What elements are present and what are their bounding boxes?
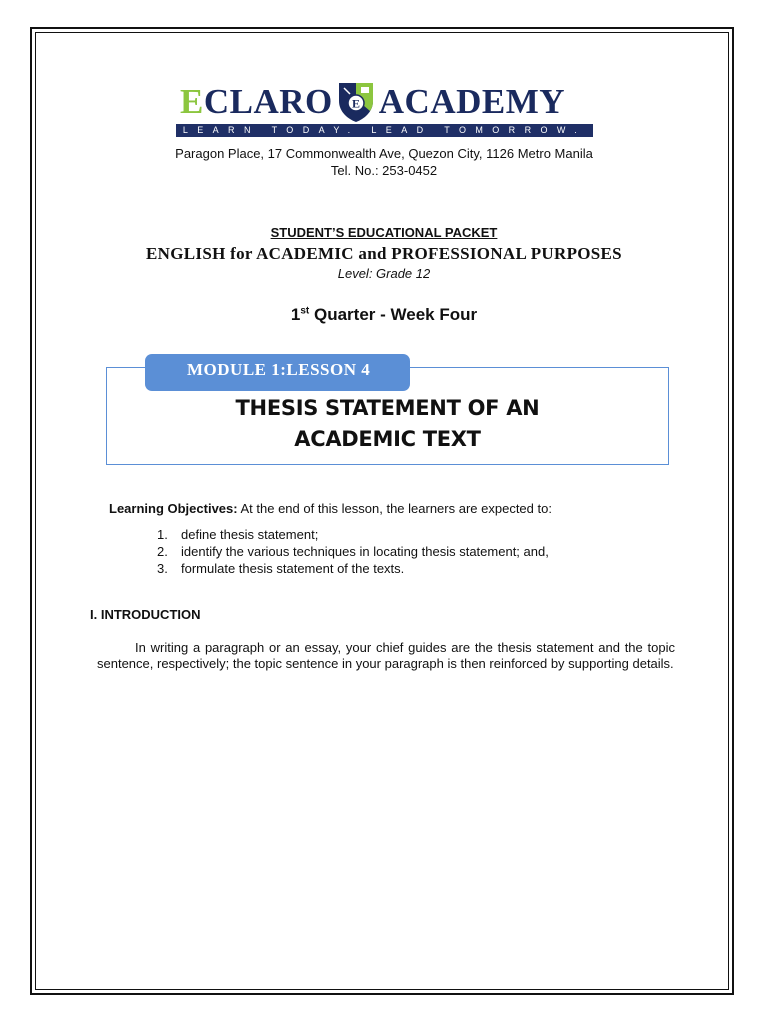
lesson-title-line-2: ACADEMIC TEXT (294, 427, 481, 451)
module-tab: MODULE 1:LESSON 4 (145, 354, 410, 391)
course-title: ENGLISH for ACADEMIC and PROFESSIONAL PURPOSES (146, 244, 622, 263)
packet-title: STUDENT’S EDUCATIONAL PACKET (270, 225, 498, 240)
grade-level: Level: Grade 12 (337, 266, 431, 281)
tagline-bar: LEARN TODAY. LEAD TOMORROW. (176, 124, 593, 137)
school-address: Paragon Place, 17 Commonwealth Ave, Quezon City, 1126 Metro Manila (175, 146, 593, 161)
quarter-week: 1st Quarter - Week Four (290, 305, 478, 324)
learning-objectives-intro: Learning Objectives: At the end of this lesson, the learners are expected to: (109, 501, 552, 516)
list-item: 2. identify the various techniques in locating thesis statement; and, (157, 544, 549, 559)
logo-text-right: ACADEMY (378, 81, 566, 121)
introduction-heading: I. INTRODUCTION (90, 607, 201, 622)
logo-text-left: ECLARO (180, 81, 333, 121)
objectives-list (157, 526, 549, 577)
list-item: 1. define thesis statement; (157, 527, 319, 542)
school-logo (180, 80, 590, 122)
introduction-paragraph: In writing a paragraph or an essay, your chief guides are the thesis statement and the topic sentence, respectively; the topic sentence in your paragraph is then reinforced by supporting details. (97, 640, 675, 671)
lesson-title-line-1: THESIS STATEMENT OF AN (235, 396, 540, 420)
school-telephone: Tel. No.: 253-0452 (330, 163, 438, 178)
crest-icon (335, 79, 377, 123)
lesson-title (106, 393, 669, 455)
list-item: 3. formulate thesis statement of the texts. (157, 561, 405, 576)
svg-text:E: E (351, 96, 360, 111)
